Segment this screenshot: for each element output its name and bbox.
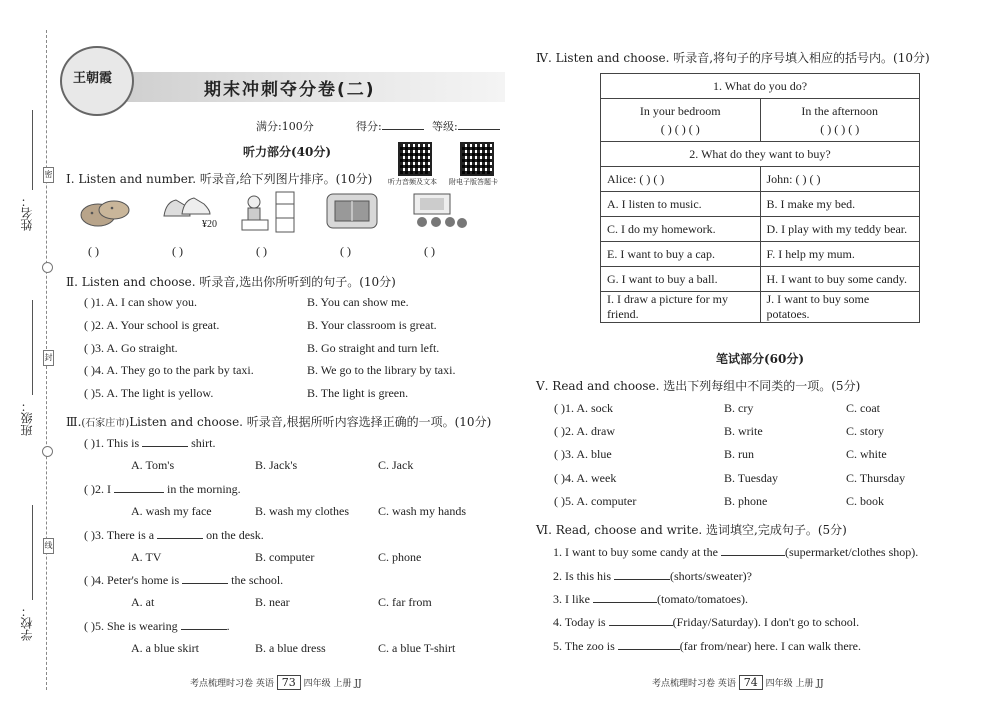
- s5-option-c: C. coat: [846, 401, 880, 415]
- s5-option-b: B. run: [724, 447, 754, 461]
- s5-option-a: ( )2. A. draw: [554, 424, 615, 438]
- potatoes-icon: [78, 195, 134, 229]
- seal-mark: 密: [43, 167, 54, 183]
- writing-heading: 笔试部分(60分): [716, 352, 805, 366]
- s4-option: A. I listen to music.: [601, 192, 761, 217]
- s4-option: G. I want to buy a ball.: [601, 267, 761, 292]
- s5-option-a: ( )3. A. blue: [554, 447, 612, 461]
- s6-sentence: 4. Today is (Friday/Saturday). I don't go to school.: [553, 615, 860, 629]
- s2-item-a: ( )1. A. I can show you.: [84, 295, 197, 309]
- s5-option-c: C. white: [846, 447, 887, 461]
- answer-paren[interactable]: ( ): [256, 244, 267, 258]
- s4-afternoon-cell: In the afternoon ( ) ( ) ( ): [760, 99, 920, 142]
- s3-option-b: B. near: [255, 595, 290, 609]
- s6-sentence: 1. I want to buy some candy at the (supermarket/clothes shop).: [553, 545, 919, 559]
- s4-alice-cell[interactable]: Alice: ( ) ( ): [601, 167, 761, 192]
- s3-option-a: A. Tom's: [131, 458, 175, 472]
- answer-paren[interactable]: ( ): [340, 244, 351, 258]
- s2-item-a: ( )2. A. Your school is great.: [84, 318, 220, 332]
- seal-mark: 线: [43, 538, 54, 554]
- s4-option: E. I want to buy a cap.: [601, 242, 761, 267]
- s2-item-b: B. Go straight and turn left.: [307, 341, 440, 355]
- s5-option-b: B. phone: [724, 494, 768, 508]
- s4-option: H. I want to buy some candy.: [760, 267, 920, 292]
- s2-item-b: B. You can show me.: [307, 295, 409, 309]
- qr-code-audio[interactable]: [398, 142, 432, 176]
- seal-mark: 封: [43, 350, 54, 366]
- s5-option-b: B. cry: [724, 401, 754, 415]
- s5-option-c: C. Thursday: [846, 471, 906, 485]
- s2-item-b: B. Your classroom is great.: [307, 318, 437, 332]
- s3-question: ( )2. I in the morning.: [84, 482, 241, 496]
- s2-item-b: B. We go to the library by taxi.: [307, 363, 456, 377]
- s5-option-a: ( )5. A. computer: [554, 494, 637, 508]
- section-6-title: Ⅵ. Read, choose and write. 选词填空,完成句子。(5分): [536, 523, 847, 537]
- page-number: 73: [277, 675, 301, 690]
- s2-item-a: ( )3. A. Go straight.: [84, 341, 178, 355]
- s3-option-c: C. far from: [378, 595, 432, 609]
- class-field-line[interactable]: [32, 300, 33, 395]
- listening-heading: 听力部分(40分): [243, 145, 332, 159]
- page-number: 74: [739, 675, 763, 690]
- shoes-price: ¥20: [202, 219, 217, 230]
- s3-option-b: B. wash my clothes: [255, 504, 349, 518]
- score-label: 得分:: [356, 118, 424, 134]
- answer-paren[interactable]: ( ): [424, 244, 435, 258]
- s3-option-b: B. Jack's: [255, 458, 298, 472]
- class-label: 班级：: [20, 400, 34, 436]
- full-score: 满分:100分: [256, 120, 314, 133]
- school-field-line[interactable]: [32, 505, 33, 600]
- s4-option: B. I make my bed.: [760, 192, 920, 217]
- s5-option-c: C. story: [846, 424, 885, 438]
- footer-left: 考点梳理时习卷 英语 73 四年级 上册 JJ: [190, 676, 362, 689]
- s3-option-a: A. a blue skirt: [131, 641, 199, 655]
- name-label: 姓名：: [20, 195, 34, 231]
- s3-option-c: C. Jack: [378, 458, 414, 472]
- section-4-title: Ⅳ. Listen and choose. 听录音,将句子的序号填入相应的括号内。(10分): [536, 51, 930, 65]
- s3-option-a: A. at: [131, 595, 155, 609]
- s3-option-b: B. computer: [255, 550, 315, 564]
- s2-item-a: ( )5. A. The light is yellow.: [84, 386, 214, 400]
- s4-question-1: 1. What do you do?: [601, 74, 920, 99]
- s4-option: J. I want to buy some potatoes.: [760, 292, 920, 323]
- paper-title: 期末冲刺夺分卷(二): [204, 80, 376, 100]
- s4-question-2: 2. What do they want to buy?: [601, 142, 920, 167]
- s6-sentence: 3. I like (tomato/tomatoes).: [553, 592, 748, 606]
- girl-bookshelf-icon: [240, 190, 298, 234]
- s4-option: F. I help my mum.: [760, 242, 920, 267]
- s2-item-a: ( )4. A. They go to the park by taxi.: [84, 363, 254, 377]
- section-5-title: Ⅴ. Read and choose. 选出下列每组中不同类的一项。(5分): [536, 379, 861, 393]
- s4-option: I. I draw a picture for my friend.: [601, 292, 761, 323]
- s4-option: C. I do my homework.: [601, 217, 761, 242]
- s5-option-c: C. book: [846, 494, 885, 508]
- football-field-icon: [326, 193, 378, 229]
- school-label: 学校：: [20, 605, 34, 641]
- s6-sentence: 5. The zoo is (far from/near) here. I can walk there.: [553, 639, 862, 653]
- section-1-title: Ⅰ. Listen and number. 听录音,给下列图片排序。(10分): [66, 172, 373, 186]
- brand-logo-text: 王朝霞: [73, 71, 113, 86]
- grade-label: 等级:: [432, 118, 500, 134]
- s5-option-b: B. write: [724, 424, 763, 438]
- binding-hole: [42, 262, 53, 273]
- qr1-caption: 听力音频及文本: [388, 178, 437, 186]
- s5-option-a: ( )1. A. sock: [554, 401, 613, 415]
- s3-question: ( )5. She is wearing .: [84, 619, 230, 633]
- section-4-table: [600, 73, 920, 323]
- s5-option-a: ( )4. A. week: [554, 471, 617, 485]
- footer-right: 考点梳理时习卷 英语 74 四年级 上册 JJ: [652, 676, 824, 689]
- s3-option-a: A. wash my face: [131, 504, 212, 518]
- answer-paren[interactable]: ( ): [172, 244, 183, 258]
- s4-option: D. I play with my teddy bear.: [760, 217, 920, 242]
- s5-option-b: B. Tuesday: [724, 471, 779, 485]
- s3-option-c: C. a blue T-shirt: [378, 641, 456, 655]
- s2-item-b: B. The light is green.: [307, 386, 409, 400]
- s4-bedroom-cell: In your bedroom ( ) ( ) ( ): [601, 99, 761, 142]
- binding-hole: [42, 446, 53, 457]
- s4-john-cell[interactable]: John: ( ) ( ): [760, 167, 920, 192]
- section-3-title: Ⅲ.(石家庄市)Listen and choose. 听录音,根据所听内容选择正确的一项。(10分): [66, 415, 492, 429]
- answer-paren[interactable]: ( ) ( ) ( ): [820, 122, 860, 136]
- s6-sentence: 2. Is this his (shorts/sweater)?: [553, 569, 752, 583]
- cinema-icon: [410, 190, 470, 232]
- s3-option-a: A. TV: [131, 550, 162, 564]
- s3-question: ( )3. There is a on the desk.: [84, 528, 264, 542]
- qr2-caption: 附电子版答题卡: [449, 178, 498, 186]
- s3-option-b: B. a blue dress: [255, 641, 326, 655]
- answer-paren[interactable]: ( ): [88, 244, 99, 258]
- s3-question: ( )4. Peter's home is the school.: [84, 573, 284, 587]
- section-2-title: Ⅱ. Listen and choose. 听录音,选出你所听到的句子。(10分): [66, 275, 396, 289]
- name-field-line[interactable]: [32, 110, 33, 190]
- s3-question: ( )1. This is shirt.: [84, 436, 216, 450]
- answer-paren[interactable]: ( ) ( ) ( ): [660, 122, 700, 136]
- s3-option-c: C. wash my hands: [378, 504, 466, 518]
- qr-code-answer-sheet[interactable]: [460, 142, 494, 176]
- s3-option-c: C. phone: [378, 550, 422, 564]
